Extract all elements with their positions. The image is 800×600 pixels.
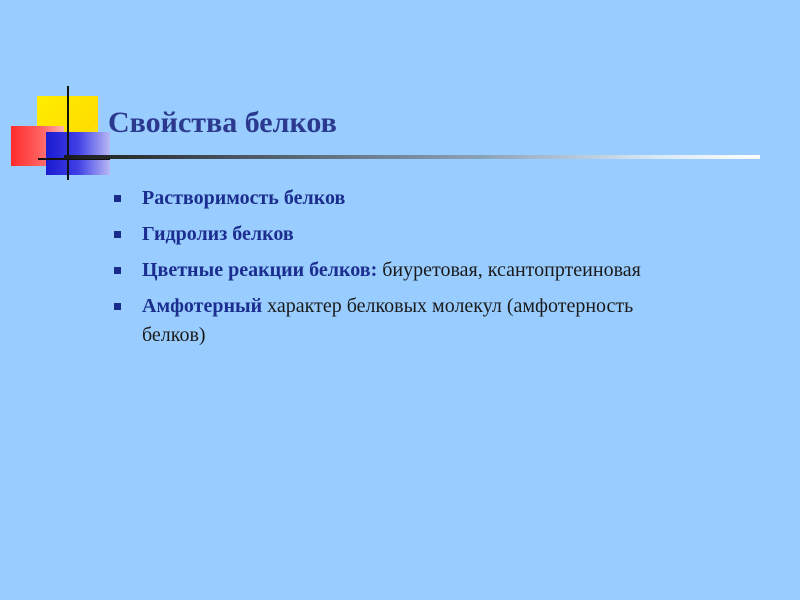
bullet-bold-text: Цветные реакции белков:	[142, 259, 378, 281]
list-item	[112, 292, 672, 350]
list-item	[112, 256, 672, 285]
square-bullet-icon	[114, 231, 121, 238]
bullet-list	[112, 184, 672, 357]
title-underline	[64, 155, 760, 159]
list-item	[112, 184, 672, 213]
bullet-bold-text: Растворимость белков	[142, 187, 346, 209]
bullet-bold-text: Амфотерный	[142, 295, 263, 317]
bullet-bold-text: Гидролиз белков	[142, 223, 294, 245]
bullet-text: биуретовая, ксантопртеиновая	[377, 259, 641, 281]
slide-title: Свойства белков	[108, 106, 337, 139]
square-bullet-icon	[114, 267, 121, 274]
list-item	[112, 220, 672, 249]
blue-rectangle	[46, 132, 110, 175]
square-bullet-icon	[114, 195, 121, 202]
bullet-text: характер белковых молекул (амфотерность белков)	[142, 295, 634, 346]
vertical-line	[67, 86, 69, 180]
decorative-squares-logo	[0, 80, 120, 190]
square-bullet-icon	[114, 303, 121, 310]
